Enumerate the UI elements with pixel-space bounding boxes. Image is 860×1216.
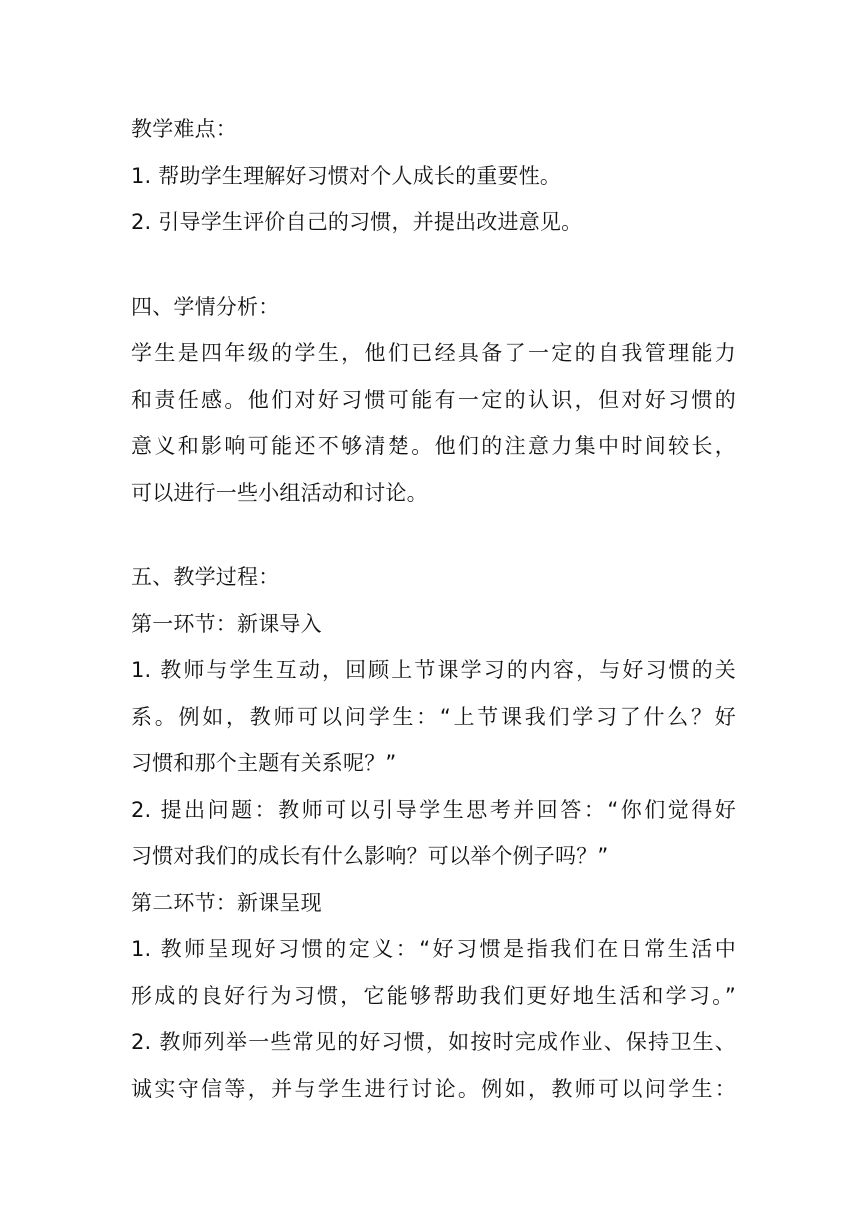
difficulty-heading: 教学难点： [131,117,237,141]
process-part2-line-2: 形成的良好行为习惯，它能够帮助我们更好地生活和学习。” [131,983,736,1008]
process-part1-line-5: 习惯对我们的成长有什么影响？可以举个例子吗？” [131,844,609,868]
document-page [131,106,736,1112]
process-part1-line-3: 习惯和那个主题有关系呢？” [131,751,397,775]
process-part1-title: 第一环节：新课导入 [131,611,322,636]
paragraph-gap [131,516,736,554]
process-part2-title: 第二环节：新课呈现 [131,890,322,915]
analysis-line-1: 学生是四年级的学生，他们已经具备了一定的自我管理能力 [131,341,736,365]
analysis-line-2: 和责任感。他们对好习惯可能有一定的认识，但对好习惯的 [131,387,736,412]
process-part2-line-4: 诚实守信等，并与学生进行讨论。例如，教师可以问学生： [131,1076,736,1101]
process-part2-line-3: 2. 教师列举一些常见的好习惯，如按时完成作业、保持卫生、 [131,1030,736,1054]
process-heading: 五、教学过程： [131,565,280,589]
process-part1-line-1: 1. 教师与学生互动，回顾上节课学习的内容，与好习惯的关 [131,658,736,682]
process-part1-line-4: 2. 提出问题：教师可以引导学生思考并回答：“你们觉得好 [131,797,736,822]
analysis-line-3: 意义和影响可能还不够清楚。他们的注意力集中时间较长， [131,434,736,458]
paragraph-gap [131,246,736,284]
difficulty-item-1: 1. 帮助学生理解好习惯对个人成长的重要性。 [131,163,562,188]
process-part2-line-1: 1. 教师呈现好习惯的定义：“好习惯是指我们在日常生活中 [131,937,736,961]
difficulty-item-2: 2. 引导学生评价自己的习惯，并提出改进意见。 [131,210,583,234]
analysis-line-4: 可以进行一些小组活动和讨论。 [131,480,428,505]
process-part1-line-2: 系。例如，教师可以问学生：“上节课我们学习了什么？好 [131,704,736,729]
analysis-heading: 四、学情分析： [131,294,280,319]
